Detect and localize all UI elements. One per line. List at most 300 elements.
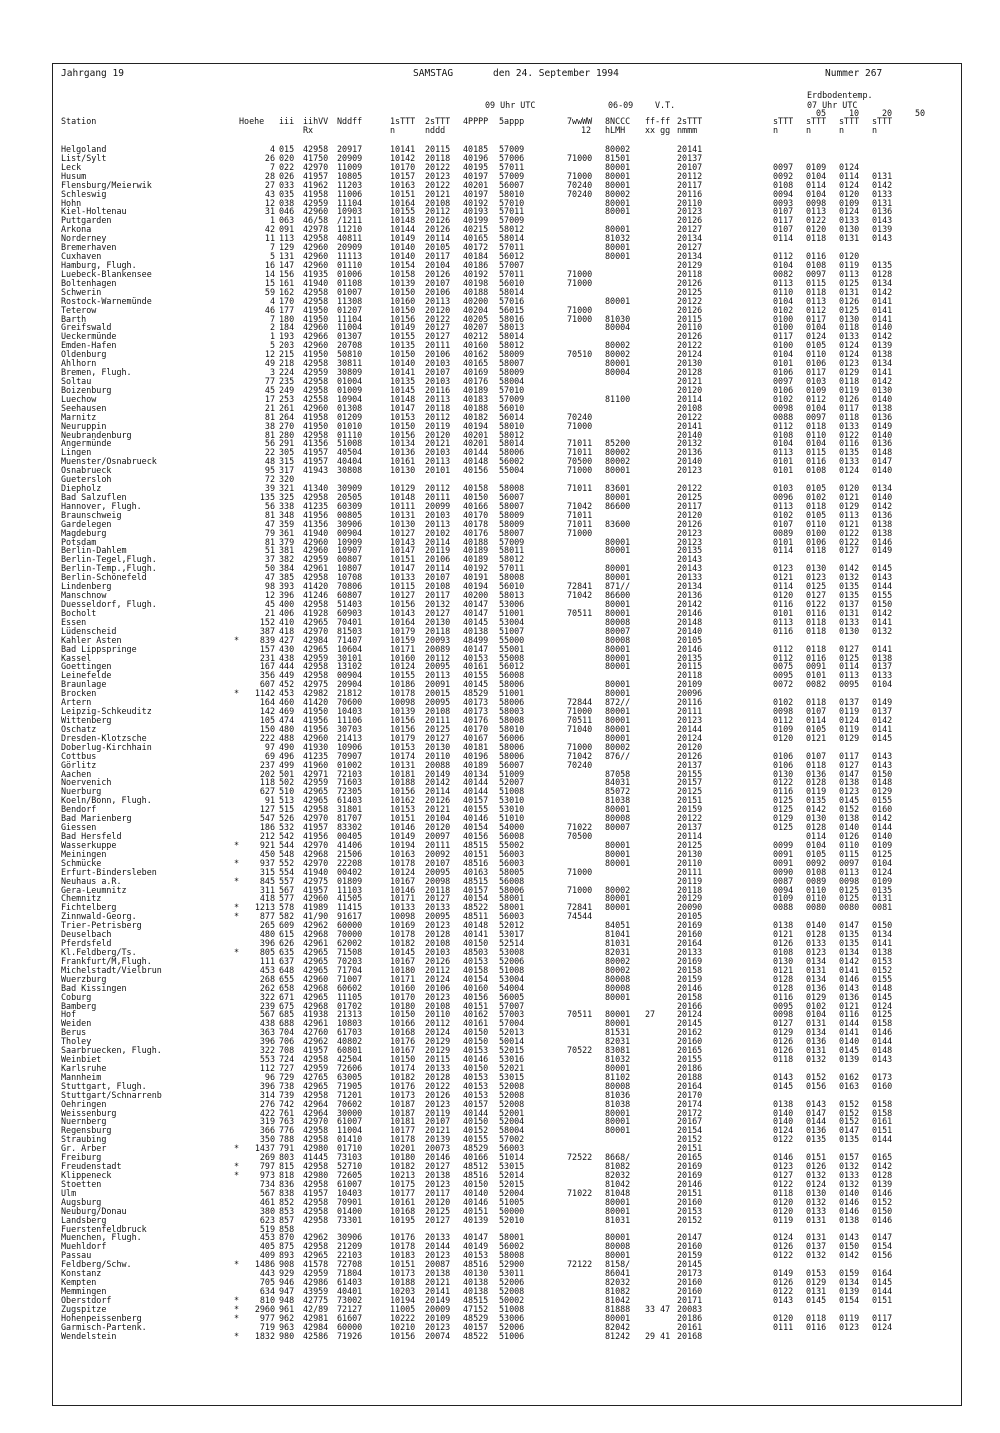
- temp-2s-group: 20114: [677, 830, 703, 841]
- temp-group-1: 10147: [390, 563, 416, 574]
- nddff-group: 71201: [337, 1089, 363, 1100]
- soil-temp-value: 0120: [773, 732, 794, 743]
- temp-group-2: 20129: [425, 1045, 451, 1056]
- station-name: Berlin-Dahlem: [61, 545, 127, 556]
- station-id: 091: [279, 224, 295, 235]
- weekday: SAMSTAG: [413, 68, 454, 79]
- nddff-group: 71508: [337, 946, 363, 957]
- iihvv-group: 42958: [303, 1196, 329, 1207]
- station-height: 705: [259, 1277, 275, 1288]
- station-id: 170: [279, 295, 295, 306]
- temp-2s-group: 20160: [677, 1241, 703, 1252]
- temp-group-2: 20099: [425, 500, 451, 511]
- station-name: Freudenstadt: [61, 1161, 122, 1172]
- nddff-group: 00904: [337, 527, 363, 538]
- station-id: 261: [279, 402, 295, 413]
- soil-temp-value: 0096: [773, 491, 794, 502]
- temp-2s-group: 20174: [677, 1098, 703, 1109]
- temp-2s-group: 20123: [677, 536, 703, 547]
- iihvv-group: 42968: [303, 982, 329, 993]
- soil-temp-value: 0095: [773, 1000, 794, 1011]
- station-id: 131: [279, 251, 295, 262]
- temp-group-2: 20123: [425, 920, 451, 931]
- iihvv-group: 42970: [303, 161, 329, 172]
- temp-group-2: 20123: [425, 991, 451, 1002]
- pressure-group: 40151: [463, 1205, 489, 1216]
- nddff-group: 71007: [337, 973, 363, 984]
- station-id: 270: [279, 420, 295, 431]
- iihvv-group: 42960: [303, 206, 329, 217]
- cloud-group: 80001: [605, 652, 631, 663]
- cloud-group: 80001: [605, 295, 631, 306]
- station-name: Neuburg/Donau: [61, 1205, 127, 1216]
- iihvv-group: 42965: [303, 991, 329, 1002]
- cloud-group: 80001: [605, 563, 631, 574]
- station-id: 739: [279, 1089, 295, 1100]
- cloud-group: 81030: [605, 313, 631, 324]
- soil-temp-value: 0087: [773, 875, 794, 886]
- soil-temp-value: 0120: [806, 224, 827, 235]
- iihvv-group: 42958: [303, 804, 329, 815]
- station-name: Hof: [61, 1009, 77, 1020]
- soil-temp-value: 0140: [872, 429, 893, 440]
- station-height: 396: [259, 1036, 275, 1047]
- weather-group: 70511: [567, 1009, 593, 1020]
- soil-temp-value: 0141: [872, 616, 893, 627]
- station-id: 532: [279, 822, 295, 833]
- temp-group-2: 20141: [425, 1286, 451, 1296]
- soil-temp-value: 0112: [773, 715, 794, 725]
- station-name: Weinbiet: [61, 1054, 102, 1065]
- station-id: 410: [279, 616, 295, 627]
- tendency-group: 53006: [499, 1312, 525, 1323]
- station-id: 544: [279, 839, 295, 850]
- temp-2s-group: 20153: [677, 1205, 703, 1216]
- tendency-group: 57007: [499, 1000, 525, 1011]
- station-id: 637: [279, 955, 295, 966]
- station-id: 235: [279, 375, 295, 386]
- temp-2s-group: 20125: [677, 839, 703, 850]
- station-id: 706: [279, 1036, 295, 1047]
- soil-temp-value: 0104: [872, 679, 893, 690]
- ff-header: ff-ff: [645, 116, 671, 126]
- soil-temp-value: 0126: [773, 1036, 794, 1047]
- nddff-group: 40404: [337, 456, 363, 467]
- nddff-group: 72708: [337, 1259, 363, 1270]
- temp-2s-group: 20112: [677, 170, 703, 181]
- soil-temp-value: 0129: [806, 1277, 827, 1288]
- temp-group-1: 10142: [390, 152, 416, 163]
- station-height: 81: [264, 509, 275, 520]
- nddff-group: 61403: [337, 795, 363, 806]
- temp-2s-group: 20152: [677, 1214, 703, 1225]
- soil-temp-value: 0124: [839, 465, 860, 476]
- soil-temp-value: 0137: [839, 697, 860, 708]
- station-name: Boizenburg: [61, 384, 112, 395]
- soil-temp-value: 0143: [839, 982, 860, 993]
- temp-2s-group: 20134: [677, 251, 703, 262]
- cloud-group: 80002: [605, 447, 631, 458]
- iihvv-group: 42970: [303, 625, 329, 636]
- pressure-group: 40160: [463, 982, 489, 993]
- pressure-group: 40192: [463, 563, 489, 574]
- iihvv-group: 41958: [303, 188, 329, 199]
- station-height: 519: [259, 1223, 275, 1234]
- pressure-group: 40215: [463, 224, 489, 235]
- tendency-group: 57011: [499, 268, 525, 279]
- tendency-group: 53004: [499, 616, 525, 627]
- cloud-group: 80002: [605, 340, 631, 351]
- nddff-group: 60801: [337, 1045, 363, 1056]
- rx-subheader: Rx: [303, 125, 314, 135]
- soil-temp-value: 0142: [872, 607, 893, 618]
- station-height: 37: [264, 554, 275, 565]
- station-height: 15: [264, 277, 275, 288]
- soil-temp-value: 0113: [839, 670, 860, 681]
- tendency-group: 57002: [499, 1134, 525, 1145]
- station-height: 422: [259, 1107, 275, 1118]
- tendency-group: 58004: [499, 1125, 525, 1136]
- soil-temp-value: 0129: [806, 991, 827, 1002]
- weather-group: 71011: [567, 447, 593, 458]
- pressure-group: 40189: [463, 545, 489, 556]
- soil-temp-value: 0116: [806, 652, 827, 663]
- tendency-group: 58012: [499, 554, 525, 565]
- station-id: 038: [279, 197, 295, 208]
- soil-temp-value: 0143: [839, 1232, 860, 1243]
- station-id: 708: [279, 1045, 295, 1056]
- temp-group-1: 10141: [390, 367, 416, 378]
- nddff-group: 11210: [337, 224, 363, 235]
- station-name: Augsburg: [61, 1196, 102, 1207]
- soil-temp-value: 0102: [806, 491, 827, 502]
- iihvv-group: 41930: [303, 741, 329, 752]
- iihvv-group: 42959: [303, 554, 329, 565]
- cloud-group: 81531: [605, 1027, 631, 1038]
- temp-2s-group: 20146: [677, 643, 703, 654]
- soil-temp-value: 0110: [839, 839, 860, 850]
- soil-temp-value: 0131: [806, 1018, 827, 1029]
- soil-sttt-50: sTTT: [872, 116, 893, 126]
- soil-temp-value: 0100: [806, 527, 827, 538]
- nddff-group: 70401: [337, 616, 363, 627]
- iihvv-group: 42961: [303, 1018, 329, 1029]
- pressure-group: 40188: [463, 536, 489, 547]
- station-id: 502: [279, 777, 295, 788]
- iihvv-group: 42958: [303, 1089, 329, 1100]
- soil-temp-value: 0114: [773, 233, 794, 244]
- iihvv-group: 41940: [303, 277, 329, 288]
- iihvv-group: 41578: [303, 1259, 329, 1270]
- nddff-group: 83302: [337, 822, 363, 833]
- soil-temp-value: 0136: [872, 438, 893, 449]
- pressure-group: 40157: [463, 1098, 489, 1109]
- iihvv-group: 42960: [303, 340, 329, 351]
- soil-sttt-20: sTTT: [839, 116, 860, 126]
- nddff-group: 21812: [337, 688, 363, 699]
- soil-temp-value: 0125: [773, 822, 794, 833]
- soil-temp-value: 0143: [773, 1071, 794, 1082]
- temp-2s-group: 20160: [677, 1286, 703, 1296]
- station-height: 118: [259, 777, 275, 788]
- pressure-group: 40182: [463, 411, 489, 422]
- soil-temp-value: 0119: [839, 706, 860, 717]
- temp-2s-group: 20169: [677, 1161, 703, 1172]
- station-id: 858: [279, 1223, 295, 1234]
- station-name: Tholey: [61, 1036, 92, 1047]
- station-height: 4: [269, 144, 275, 154]
- temp-group-1: 10201: [390, 1143, 416, 1154]
- soil-temp-value: 0148: [872, 777, 893, 788]
- pressure-group: 40138: [463, 1286, 489, 1296]
- temp-group-1: 10141: [390, 144, 416, 154]
- temp-group-1: 10187: [390, 1098, 416, 1109]
- soil-temp-value: 0098: [773, 1009, 794, 1020]
- soil-temp-value: 0114: [839, 170, 860, 181]
- soil-temp-value: 0138: [773, 920, 794, 931]
- temp-group-2: 20108: [425, 197, 451, 208]
- temp-group-2: 20126: [425, 224, 451, 235]
- soil-temp-value: 0118: [806, 500, 827, 511]
- soil-temp-value: 0125: [773, 804, 794, 815]
- nddff-group: 21209: [337, 1241, 363, 1252]
- temp-group-2: 20122: [425, 1080, 451, 1091]
- temp-group-2: 20102: [425, 527, 451, 538]
- soil-temp-value: 0151: [872, 1294, 893, 1305]
- pressure-group: 40194: [463, 420, 489, 431]
- station-name: Wittenberg: [61, 715, 112, 725]
- station-height: 21: [264, 402, 275, 413]
- nddff-group: 70602: [337, 1098, 363, 1109]
- soil-temp-value: 0158: [872, 1098, 893, 1109]
- mountain-marker: *: [234, 839, 240, 850]
- nddff-group: 61007: [337, 1116, 363, 1127]
- soil-temp-value: 0139: [839, 1054, 860, 1065]
- soil-temp-value: 0104: [806, 1009, 827, 1020]
- temp-2s-group: 20154: [677, 1125, 703, 1136]
- weather-group: 71000: [567, 866, 593, 877]
- station-name: Bocholt: [61, 607, 97, 618]
- nddff-group: 10403: [337, 706, 363, 717]
- tendency-group: 58007: [499, 527, 525, 538]
- station-name: Barth: [61, 313, 87, 324]
- temp-2s-group: 20140: [677, 625, 703, 636]
- mountain-marker: *: [234, 1303, 240, 1314]
- temp-group-2: 20095: [425, 911, 451, 922]
- nddff-group: 40802: [337, 1036, 363, 1047]
- weather-group: 71042: [567, 500, 593, 511]
- soil-temp-value: 0110: [806, 884, 827, 895]
- soil-temp-value: 0155: [872, 590, 893, 601]
- iihvv-group: 42958: [303, 599, 329, 610]
- tendency-group: 58005: [499, 866, 525, 877]
- iihvv-group: 42961: [303, 938, 329, 949]
- cloud-group: 80001: [605, 599, 631, 610]
- iihvv-group: 41420: [303, 581, 329, 592]
- soil-temp-value: 0156: [806, 1080, 827, 1091]
- temp-group-2: 20106: [425, 554, 451, 565]
- pressure-group: 40181: [463, 741, 489, 752]
- iihvv-group: 41956: [303, 509, 329, 520]
- soil-temp-value: 0137: [839, 599, 860, 610]
- temp-group-1: 10154: [390, 259, 416, 270]
- iihvv-group: 42958: [303, 491, 329, 502]
- temp-group-1: 10167: [390, 875, 416, 886]
- tendency-group: 52004: [499, 1187, 525, 1198]
- temp-2s-group: 20160: [677, 929, 703, 940]
- temp-group-2: 20110: [425, 1009, 451, 1020]
- station-height: 977: [259, 1312, 275, 1323]
- temp-group-2: 20092: [425, 848, 451, 859]
- temp-group-1: 10203: [390, 1286, 416, 1296]
- iihvv-group: 42958: [303, 661, 329, 672]
- soil-temp-value: 0093: [773, 197, 794, 208]
- station-id: 724: [279, 1054, 295, 1065]
- soil-temp-value: 0103: [773, 483, 794, 494]
- soil-temp-value: 0104: [806, 322, 827, 333]
- pressure-group: 48529: [463, 1143, 489, 1154]
- soil-temp-value: 0091: [806, 661, 827, 672]
- station-name: Pferdsfeld: [61, 938, 112, 949]
- station-name: Muenchen, Flugh.: [61, 1232, 142, 1243]
- iihvv-group: 41950: [303, 420, 329, 431]
- station-id: 875: [279, 1241, 295, 1252]
- cloud-group: 80007: [605, 822, 631, 833]
- temp-group-2: 20127: [425, 1161, 451, 1172]
- soil-temp-value: 0142: [872, 286, 893, 297]
- vt-header: V.T.: [655, 100, 676, 110]
- weather-group: 71000: [567, 884, 593, 895]
- soil-temp-value: 0109: [872, 875, 893, 886]
- temp-group-1: 10124: [390, 866, 416, 877]
- station-name: Schwerin: [61, 286, 102, 297]
- nddff-group: 70000: [337, 929, 363, 940]
- soil-temp-value: 0134: [872, 277, 893, 288]
- cloud-group: 80001: [605, 161, 631, 172]
- station-height: 222: [259, 732, 275, 743]
- pressure-group: 40151: [463, 1000, 489, 1011]
- iihvv-group: 42775: [303, 1294, 329, 1305]
- depth-05: 05: [816, 108, 827, 118]
- soil-temp-value: 0152: [839, 1098, 860, 1109]
- soil-temp-value: 0161: [872, 1116, 893, 1127]
- soil-temp-value: 0113: [839, 866, 860, 877]
- temp-2s-group: 20121: [677, 375, 703, 386]
- temp-group-1: 10136: [390, 447, 416, 458]
- station-name: Weissenburg: [61, 1107, 117, 1118]
- nddff-header: Nddff: [337, 116, 363, 126]
- temp-2s-group: 20160: [677, 1036, 703, 1047]
- soil-temp-value: 0134: [872, 358, 893, 369]
- soil-temp-value: 0140: [872, 465, 893, 476]
- pressure-group: 40195: [463, 161, 489, 172]
- station-name: Leipzig-Schkeuditz: [61, 706, 152, 717]
- tendency-group: 58007: [499, 500, 525, 511]
- cloud-group: 80008: [605, 1241, 631, 1252]
- soil-temp-value: 0122: [839, 429, 860, 440]
- soil-temp-value: 0124: [872, 866, 893, 877]
- soil-temp-value: 0108: [773, 946, 794, 957]
- mountain-marker: *: [234, 1143, 240, 1154]
- station-height: 38: [264, 420, 275, 431]
- station-height: 69: [264, 750, 275, 761]
- tendency-group: 57009: [499, 536, 525, 547]
- nddff-group: 01110: [337, 259, 363, 270]
- soil-temp-value: 0082: [806, 679, 827, 690]
- soil-temp-value: 0098: [773, 402, 794, 413]
- cloud-group: 80001: [605, 688, 631, 699]
- tendency-group: 58014: [499, 331, 525, 342]
- temp-2s-group: 20120: [677, 741, 703, 752]
- station-id: 325: [279, 491, 295, 502]
- cloud-group: 81048: [605, 1187, 631, 1198]
- temp-group-1: 10124: [390, 661, 416, 672]
- temp-group-1: 10160: [390, 295, 416, 306]
- weather-group: 71000: [567, 420, 593, 431]
- tendency-group: 53015: [499, 1161, 525, 1172]
- pressure-group: 40189: [463, 759, 489, 770]
- iihvv-group: 41940: [303, 527, 329, 538]
- temp-group-2: 20133: [425, 1232, 451, 1243]
- temp-group-2: 20119: [425, 1107, 451, 1118]
- nddff-group: 50810: [337, 349, 363, 360]
- pressure-group: 40173: [463, 697, 489, 708]
- temp-2s-group: 20142: [677, 599, 703, 610]
- station-id: 496: [279, 750, 295, 761]
- wind-gust-group: 27: [645, 1009, 656, 1020]
- soil-temp-value: 0142: [839, 1250, 860, 1261]
- iihvv-group: 42958: [303, 572, 329, 583]
- station-id: 838: [279, 1187, 295, 1198]
- weather-group: 72841: [567, 902, 593, 913]
- soil-temp-value: 0132: [839, 1178, 860, 1189]
- pressure-group: 40169: [463, 367, 489, 378]
- station-id: 526: [279, 813, 295, 824]
- station-name: Karlsruhe: [61, 1062, 107, 1073]
- temp-group-1: 10139: [390, 277, 416, 288]
- iihvv-group: 42959: [303, 1062, 329, 1073]
- tendency-group: 56008: [499, 670, 525, 681]
- temp-group-2: 20114: [425, 233, 451, 244]
- station-height: 21: [264, 607, 275, 618]
- soil-temp-value: 0110: [806, 893, 827, 904]
- temp-group-2: 20121: [425, 188, 451, 199]
- pressure-group: 40167: [463, 732, 489, 743]
- station-name: Boltenhagen: [61, 277, 117, 288]
- cloud-group: 80001: [605, 661, 631, 672]
- cloud-group: 81032: [605, 1054, 631, 1065]
- soil-temp-value: 0127: [839, 643, 860, 654]
- station-height: 7: [269, 161, 275, 172]
- temp-group-1: 10131: [390, 759, 416, 770]
- station-id: 761: [279, 1107, 295, 1118]
- iihvv-group: 42965: [303, 964, 329, 975]
- temp-group-2: 20146: [425, 1152, 451, 1163]
- iihvv-group: 42971: [303, 768, 329, 779]
- soil-temp-value: 0102: [773, 393, 794, 404]
- station-name: Berlin-Temp.,Flugh.: [61, 563, 157, 574]
- pressure-group: 40157: [463, 795, 489, 806]
- soil-temp-value: 0131: [839, 607, 860, 618]
- station-height: 2960: [254, 1303, 275, 1314]
- weather-group: 71000: [567, 465, 593, 476]
- temp-group-1: 10181: [390, 768, 416, 779]
- iihvv-group: 42975: [303, 875, 329, 886]
- iihvv-group: 41235: [303, 500, 329, 511]
- station-name: Konstanz: [61, 1268, 102, 1279]
- temp-group-1: 10155: [390, 206, 416, 217]
- soil-temp-value: 0141: [872, 723, 893, 734]
